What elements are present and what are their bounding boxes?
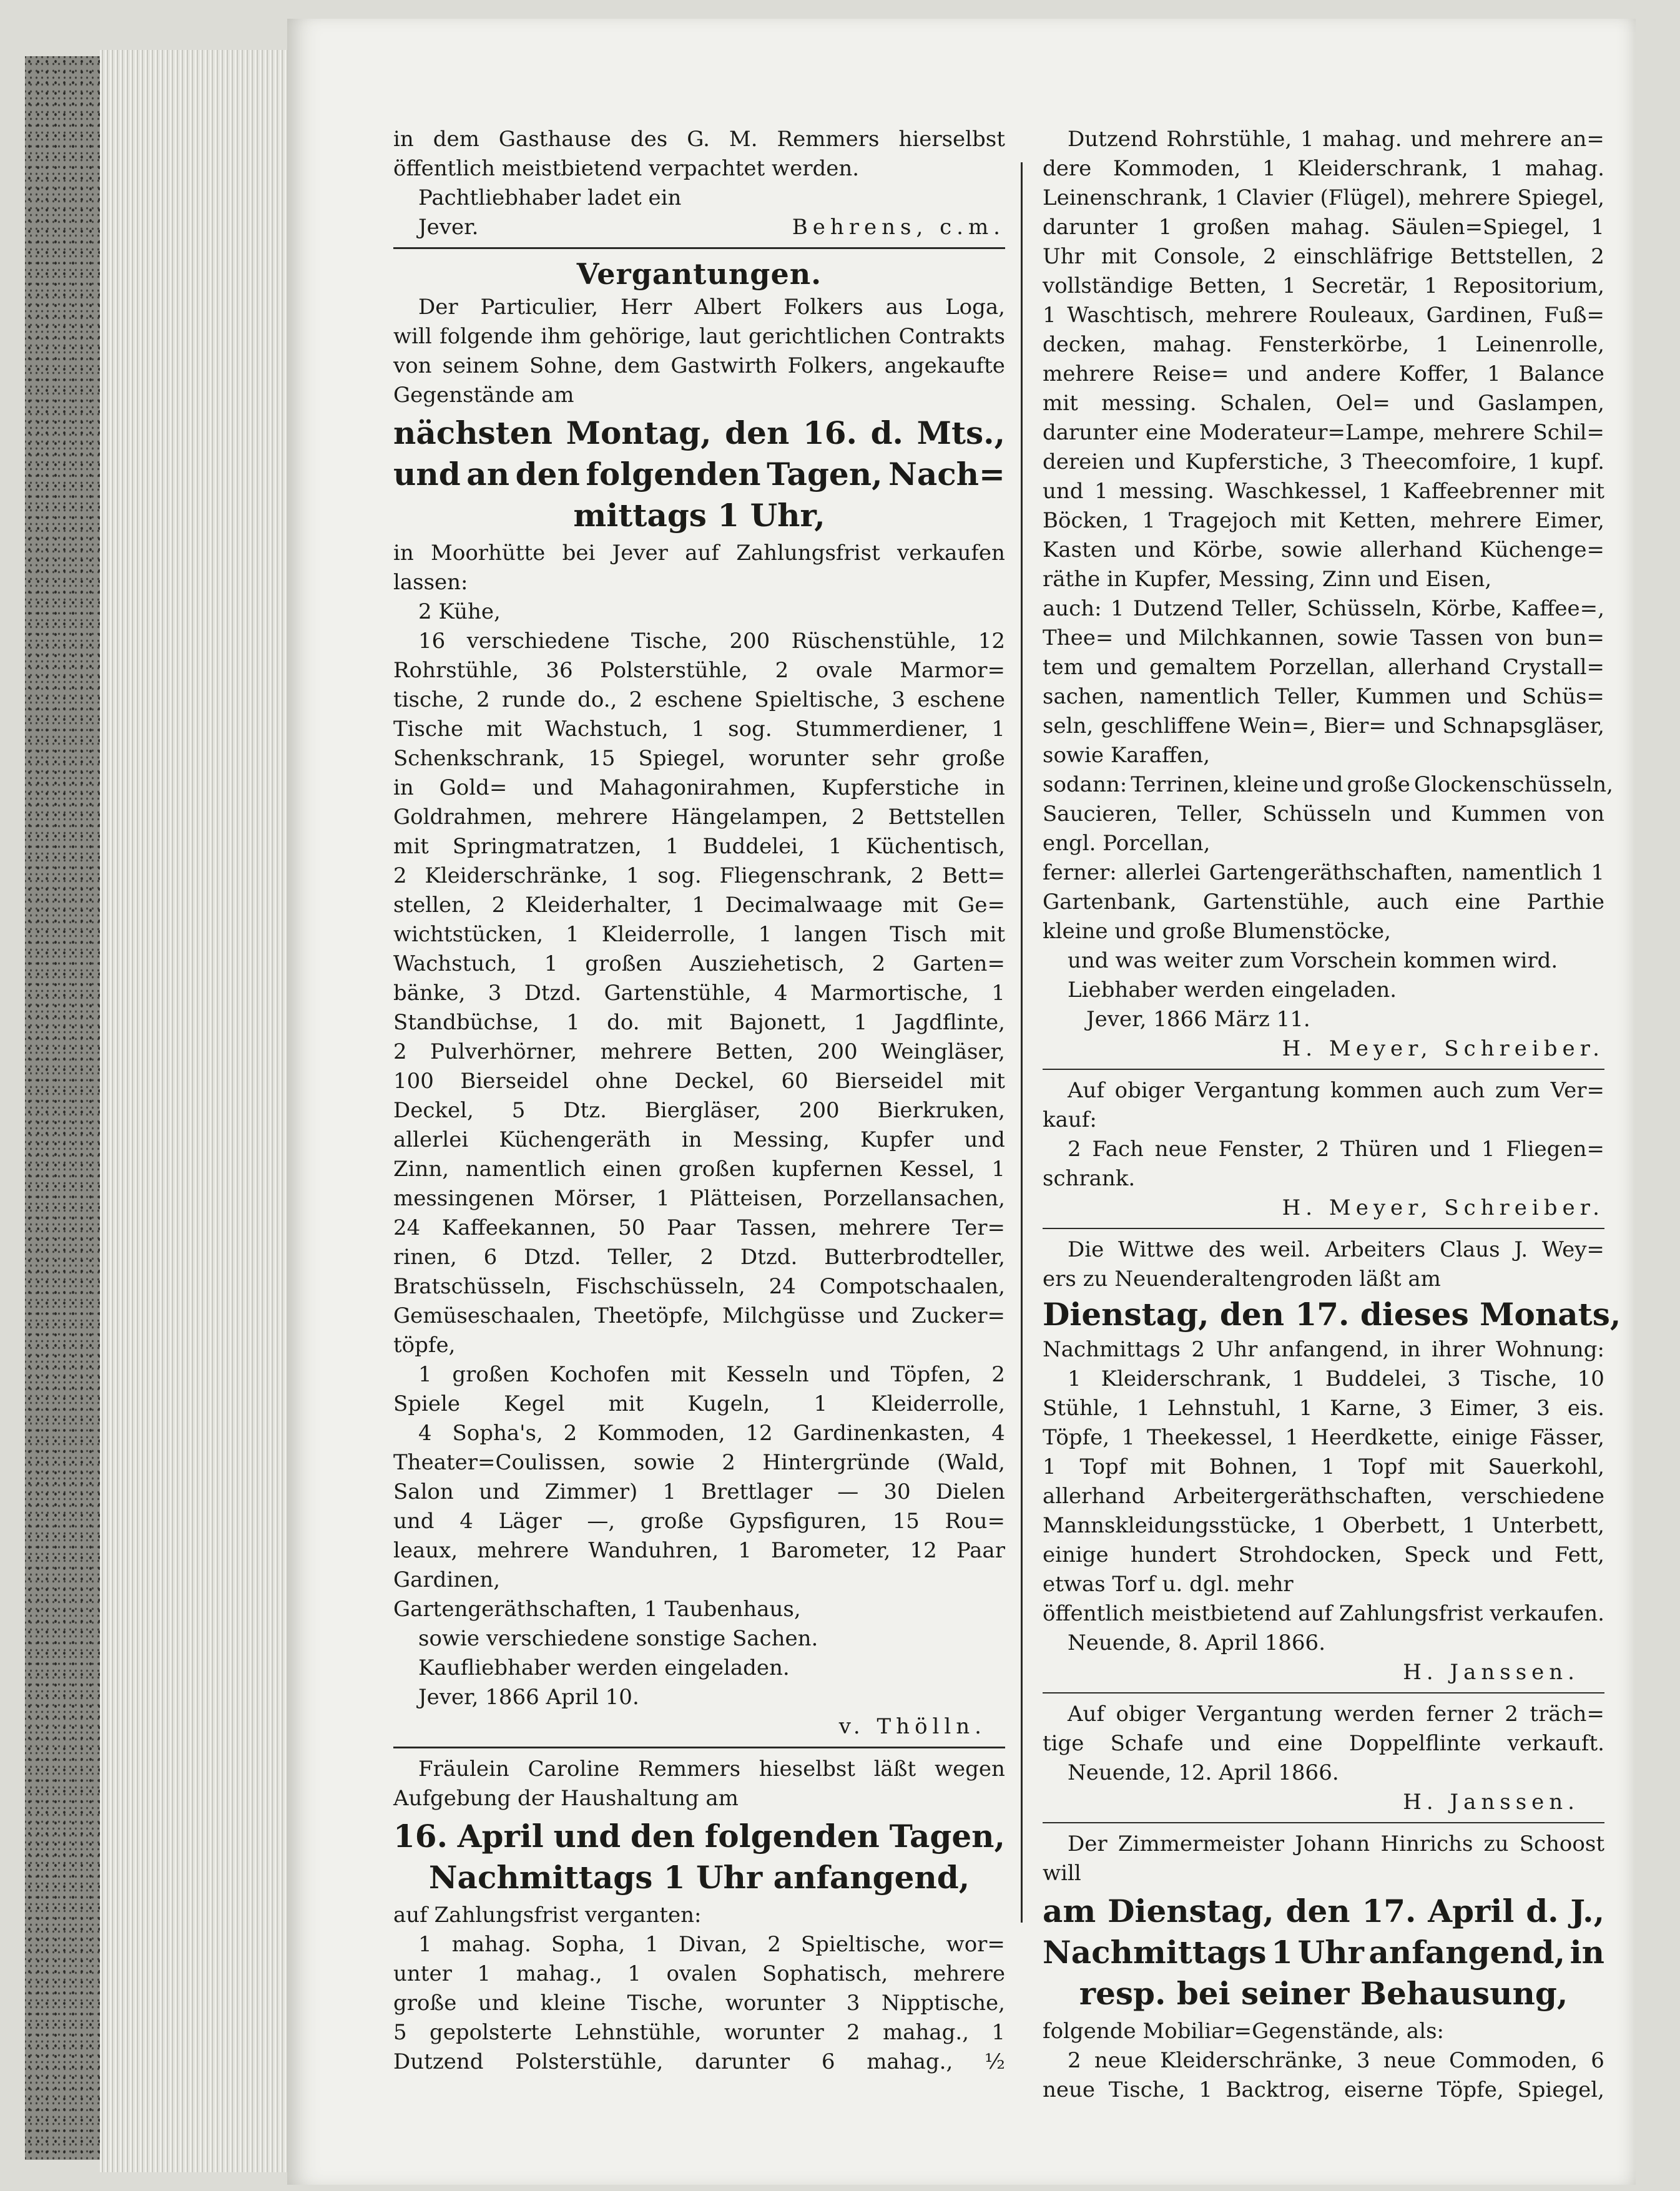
- text-line: und an den folgenden Tagen, Nach=: [393, 456, 1005, 493]
- text-line: Kaufliebhaber werden eingeladen.: [418, 1655, 790, 1680]
- text-line: sowie Karaffen,: [1043, 743, 1210, 768]
- rule-separator: [1043, 1822, 1604, 1823]
- text-line: Gemüseschaalen, Theetöpfe, Milchgüsse und Zucker=: [393, 1303, 1005, 1328]
- text-line: Saucieren, Teller, Schüsseln und Kummen von: [1043, 801, 1604, 826]
- text-line: 24 Kaffeekannen, 50 Paar Tassen, mehrere Ter=: [393, 1215, 1005, 1240]
- text-line: kleine und große Blumenstöcke,: [1043, 919, 1391, 944]
- text-line: und 1 messing. Waschkessel, 1 Kaffeebrenner mit: [1043, 479, 1604, 504]
- text-line: Jever, 1866 März 11.: [1086, 1007, 1310, 1032]
- text-line: Der Zimmermeister Johann Hinrichs zu Schoost: [1068, 1831, 1604, 1856]
- text-line: tische, 2 runde do., 2 eschene Spieltische, 3 eschene: [393, 687, 1005, 712]
- text-line: 4 Sopha's, 2 Kommoden, 12 Gardinenkasten, 4: [418, 1421, 1005, 1446]
- text-line: leaux, mehrere Wanduhren, 1 Barometer, 12 Paar: [393, 1538, 1005, 1563]
- meyer-signature-2: H. Meyer, Schreiber.: [1282, 1195, 1604, 1220]
- text-line: Neuende, 12. April 1866.: [1068, 1760, 1339, 1785]
- text-line: töpfe,: [393, 1333, 456, 1358]
- janssen-signature-line-1: [1043, 1658, 1604, 1687]
- text-line: 1 großen Kochofen mit Kesseln und Töpfen, 2: [418, 1362, 1005, 1387]
- text-line: öffentlich meistbietend verpachtet werden.: [393, 156, 860, 181]
- folkers-date: [393, 413, 1005, 536]
- text-line: mehrere Reise= und andere Koffer, 1 Balance: [1043, 361, 1604, 386]
- text-line: dereien und Kupferstiche, 3 Theecomfoire, 1 kupf.: [1043, 449, 1604, 474]
- text-line: Liebhaber werden eingeladen.: [1068, 978, 1397, 1002]
- text-line: etwas Torf u. dgl. mehr: [1043, 1572, 1294, 1597]
- text-line: ers zu Neuenderaltengroden läßt am: [1043, 1267, 1441, 1292]
- meyer-signature-line-2: [1043, 1194, 1604, 1223]
- text-line: auch: 1 Dutzend Teller, Schüsseln, Körbe, Kaffee=,: [1043, 596, 1604, 621]
- text-line: Jever, 1866 April 10.: [418, 1685, 639, 1710]
- text-line: engl. Porcellan,: [1043, 831, 1211, 856]
- text-line: von seinem Sohne, dem Gastwirth Folkers, angekaufte: [393, 353, 1005, 378]
- text-line: Nachmittags 1 Uhr anfangend,: [428, 1859, 970, 1896]
- text-line: vollständige Betten, 1 Secretär, 1 Repositorium,: [1043, 273, 1604, 298]
- remmers-intro: [393, 1755, 1005, 1813]
- text-line: unter 1 mahag., 1 ovalen Sophatisch, mehrere: [393, 1961, 1005, 1986]
- page-edges: [100, 50, 287, 2172]
- text-line: Rohrstühle, 36 Polsterstühle, 2 ovale Marmor=: [393, 658, 1005, 683]
- text-line: ferner: allerlei Gartengeräthschaften, namentlich 1: [1043, 860, 1604, 885]
- text-line: Salon und Zimmer) 1 Brettlager — 30 Dielen: [393, 1479, 1005, 1504]
- meyer-addendum: [1043, 1076, 1604, 1194]
- text-line: Mannskleidungsstücke, 1 Oberbett, 1 Unterbett,: [1043, 1513, 1604, 1538]
- text-line: Kasten und Körbe, sowie allerhand Küchenge=: [1043, 537, 1604, 562]
- text-line: öffentlich meistbietend auf Zahlungsfrist verkaufen.: [1043, 1601, 1604, 1626]
- text-line: tem und gemaltem Porzellan, allerhand Crystall=: [1043, 655, 1604, 680]
- text-line: Auf obiger Vergantung kommen auch zum Ver=: [1068, 1078, 1604, 1103]
- text-line: Spiele Kegel mit Kugeln, 1 Kleiderrolle,: [393, 1391, 1005, 1416]
- text-line: tige Schafe und eine Doppelflinte verkauft.: [1043, 1731, 1604, 1756]
- text-line: Dutzend Rohrstühle, 1 mahag. und mehrere an=: [1068, 127, 1604, 152]
- text-line: 2 neue Kleiderschränke, 3 neue Commoden, 6: [1068, 2048, 1604, 2073]
- text-line: räthe in Kupfer, Messing, Zinn und Eisen,: [1043, 567, 1492, 592]
- text-line: einige hundert Strohdocken, Speck und Fett,: [1043, 1542, 1604, 1567]
- text-line: mittags 1 Uhr,: [573, 497, 825, 534]
- text-line: Theater=Coulissen, sowie 2 Hintergründe (Wald,: [393, 1450, 1005, 1475]
- text-line: Uhr mit Console, 2 einschläfrige Bettstellen, 2: [1043, 244, 1604, 269]
- text-line: Neuende, 8. April 1866.: [1068, 1630, 1325, 1655]
- rule-separator: [1043, 1069, 1604, 1070]
- text-line: auf Zahlungsfrist verganten:: [393, 1903, 702, 1928]
- janssen-signature-1: H. Janssen.: [1403, 1660, 1579, 1685]
- weyers-intro: [1043, 1235, 1604, 1294]
- section-heading: Vergantungen.: [576, 257, 822, 291]
- text-line: bänke, 3 Dtzd. Gartenstühle, 4 Marmortische, 1: [393, 981, 1005, 1006]
- text-line: Töpfe, 1 Theekessel, 1 Heerdkette, einige Fässer,: [1043, 1425, 1604, 1450]
- text-line: 1 mahag. Sopha, 1 Divan, 2 Spieltische, wor=: [418, 1932, 1005, 1957]
- text-line: 16. April und den folgenden Tagen,: [393, 1818, 1005, 1855]
- text-line: sachen, namentlich Teller, Kummen und Schüs=: [1043, 684, 1604, 709]
- text-line: allerhand Arbeitergeräthschaften, verschiedene: [1043, 1484, 1604, 1509]
- text-line: decken, mahag. Fensterkörbe, 1 Leinenrolle,: [1043, 332, 1604, 357]
- text-line: und was weiter zum Vorschein kommen wird.: [1068, 948, 1558, 973]
- weyers-items: [1043, 1335, 1604, 1658]
- text-line: sowie verschiedene sonstige Sachen.: [418, 1626, 818, 1651]
- text-line: am Dienstag, den 17. April d. J.,: [1043, 1893, 1604, 1929]
- text-line: Tische mit Wachstuch, 1 sog. Stummerdiener, 1: [393, 717, 1005, 742]
- text-line: dere Kommoden, 1 Kleiderschrank, 1 mahag.: [1043, 156, 1604, 181]
- folkers-signature-line: [393, 1712, 1005, 1742]
- text-line: in Gold= und Mahagonirahmen, Kupferstiche in: [393, 775, 1005, 800]
- intro-notice: [393, 125, 1005, 213]
- newspaper-page: [287, 19, 1636, 2185]
- text-line: Zinn, namentlich einen großen kupfernen Kessel, 1: [393, 1157, 1005, 1182]
- text-line: seln, geschliffene Wein=, Bier= und Schnapsgläser,: [1043, 713, 1604, 738]
- column-divider: [1021, 162, 1023, 1923]
- text-line: Aufgebung der Haushaltung am: [393, 1786, 739, 1811]
- janssen-signature-2: H. Janssen.: [1403, 1790, 1579, 1815]
- text-line: Deckel, 5 Dtz. Biergläser, 200 Bierkruken,: [393, 1098, 1005, 1123]
- text-line: messingenen Mörser, 1 Plätteisen, Porzellansachen,: [393, 1186, 1005, 1211]
- text-line: mit messing. Schalen, Oel= und Gaslampen,: [1043, 391, 1604, 416]
- meyer-signature-1: H. Meyer, Schreiber.: [1282, 1036, 1604, 1061]
- rule-separator: [1043, 1692, 1604, 1693]
- text-line: Leinenschrank, 1 Clavier (Flügel), mehrere Spiegel,: [1043, 185, 1604, 210]
- text-line: 1 Waschtisch, mehrere Rouleaux, Gardinen, Fuß=: [1043, 303, 1604, 328]
- text-line: darunter 1 großen mahag. Säulen=Spiegel, 1: [1043, 215, 1604, 240]
- weyers-date: Dienstag, den 17. dieses Monats,: [1043, 1296, 1621, 1333]
- text-line: lassen:: [393, 570, 468, 595]
- text-line: Gartenbank, Gartenstühle, auch eine Parthie: [1043, 890, 1604, 914]
- text-line: Thee= und Milchkannen, sowie Tassen von bun=: [1043, 625, 1604, 650]
- right-column: [1043, 125, 1621, 2105]
- text-line: und 4 Läger —, große Gypsfiguren, 15 Rou=: [393, 1509, 1005, 1534]
- folkers-items: [393, 597, 1005, 1712]
- text-line: sodann: Terrinen, kleine und große Glockenschüsseln,: [1043, 772, 1613, 797]
- intro-sign-place: Jever.: [418, 215, 479, 240]
- text-line: Fräulein Caroline Remmers hieselbst läßt wegen: [418, 1757, 1005, 1782]
- text-line: Wachstuch, 1 großen Ausziehetisch, 2 Garten=: [393, 951, 1005, 976]
- text-line: rinen, 6 Dtzd. Teller, 2 Dtzd. Butterbrodteller,: [393, 1245, 1005, 1270]
- text-line: folgende Mobiliar=Gegenstände, als:: [1043, 2019, 1444, 2044]
- hinrichs-intro: [1043, 1830, 1604, 1888]
- text-line: resp. bei seiner Behausung,: [1079, 1975, 1568, 2012]
- hinrichs-date: [1043, 1891, 1604, 2014]
- text-line: Goldrahmen, mehrere Hängelampen, 2 Bettstellen: [393, 805, 1005, 830]
- text-line: 2 Pulverhörner, mehrere Betten, 200 Weingläser,: [393, 1039, 1005, 1064]
- text-line: große und kleine Tische, worunter 3 Nipptische,: [393, 1991, 1005, 2016]
- text-line: Bratschüsseln, Fischschüsseln, 24 Compotschaalen,: [393, 1274, 1005, 1299]
- intro-sign-name: Behrens, c.m.: [792, 215, 1005, 240]
- text-line: 1 Topf mit Bohnen, 1 Topf mit Sauerkohl,: [1043, 1454, 1604, 1479]
- text-line: allerlei Küchengeräth in Messing, Kupfer und: [393, 1127, 1005, 1152]
- remmers-date: [393, 1816, 1005, 1898]
- text-line: Der Particulier, Herr Albert Folkers aus Loga,: [418, 295, 1005, 320]
- text-line: Auf obiger Vergantung werden ferner 2 träch=: [1068, 1702, 1604, 1727]
- text-line: in dem Gasthause des G. M. Remmers hierselbst: [393, 127, 1005, 152]
- intro-signature: [393, 213, 1005, 242]
- book-spine-edge: [25, 56, 100, 2160]
- text-line: mit Springmatratzen, 1 Buddelei, 1 Küchentisch,: [393, 834, 1005, 859]
- meyer-signature-line-1: [1043, 1034, 1604, 1064]
- text-line: Gartengeräthschaften, 1 Taubenhaus,: [393, 1597, 801, 1622]
- text-line: neue Tische, 1 Backtrog, eiserne Töpfe, Spiegel,: [1043, 2077, 1604, 2102]
- text-line: 5 gepolsterte Lehnstühle, worunter 2 mahag., 1: [393, 2020, 1005, 2045]
- text-line: 2 Kühe,: [418, 599, 501, 624]
- folkers-place: [393, 539, 1005, 597]
- text-line: Gardinen,: [393, 1567, 501, 1592]
- text-line: 2 Kleiderschränke, 1 sog. Fliegenschrank, 2 Bett=: [393, 863, 1005, 888]
- rule-separator: [1043, 1228, 1604, 1229]
- text-line: wichtstücken, 1 Kleiderrolle, 1 langen Tisch mit: [393, 922, 1005, 947]
- text-line: Gegenstände am: [393, 383, 574, 408]
- janssen-signature-line-2: [1043, 1788, 1604, 1817]
- remmers-items: [393, 1901, 1005, 2077]
- text-line: will folgende ihm gehörige, laut gerichtlichen Contrakts: [393, 324, 1005, 349]
- folkers-intro: [393, 293, 1005, 410]
- text-line: kauf:: [1043, 1107, 1097, 1132]
- text-line: 1 Kleiderschrank, 1 Buddelei, 3 Tische, 10: [1068, 1366, 1604, 1391]
- text-line: stellen, 2 Kleiderhalter, 1 Decimalwaage mit Ge=: [393, 893, 1005, 918]
- text-line: Nachmittags 1 Uhr anfangend, in: [1043, 1934, 1604, 1971]
- text-line: Pachtliebhaber ladet ein: [418, 185, 682, 210]
- text-line: Schenkschrank, 15 Spiegel, worunter sehr große: [393, 746, 1005, 771]
- left-column: [393, 125, 1005, 2077]
- text-line: Standbüchse, 1 do. mit Bajonett, 1 Jagdflinte,: [393, 1010, 1005, 1035]
- rule-separator: [393, 247, 1005, 249]
- text-line: darunter eine Moderateur=Lampe, mehrere Schil=: [1043, 420, 1604, 445]
- text-line: nächsten Montag, den 16. d. Mts.,: [393, 414, 1005, 451]
- folkers-signature: v. Thölln.: [838, 1714, 986, 1739]
- remmers-continuation: [1043, 125, 1613, 1034]
- text-line: 100 Bierseidel ohne Deckel, 60 Bierseidel mit: [393, 1069, 1005, 1094]
- text-line: will: [1043, 1861, 1081, 1886]
- text-line: Stühle, 1 Lehnstuhl, 1 Karne, 3 Eimer, 3 eis.: [1043, 1396, 1604, 1421]
- text-line: schrank.: [1043, 1166, 1136, 1191]
- janssen-addendum: [1043, 1700, 1604, 1788]
- text-line: Nachmittags 2 Uhr anfangend, in ihrer Wohnung:: [1043, 1337, 1604, 1362]
- text-line: Böcken, 1 Tragejoch mit Ketten, mehrere Eimer,: [1043, 508, 1604, 533]
- text-line: 2 Fach neue Fenster, 2 Thüren und 1 Fliegen=: [1068, 1137, 1604, 1162]
- text-line: 16 verschiedene Tische, 200 Rüschenstühle, 12: [418, 629, 1005, 654]
- rule-separator: [393, 1747, 1005, 1748]
- text-line: Dutzend Polsterstühle, darunter 6 mahag., ½: [393, 2049, 1005, 2074]
- text-line: in Moorhütte bei Jever auf Zahlungsfrist verkaufen: [393, 541, 1005, 566]
- text-line: Die Wittwe des weil. Arbeiters Claus J. Wey=: [1068, 1237, 1604, 1262]
- hinrichs-items: [1043, 2017, 1604, 2105]
